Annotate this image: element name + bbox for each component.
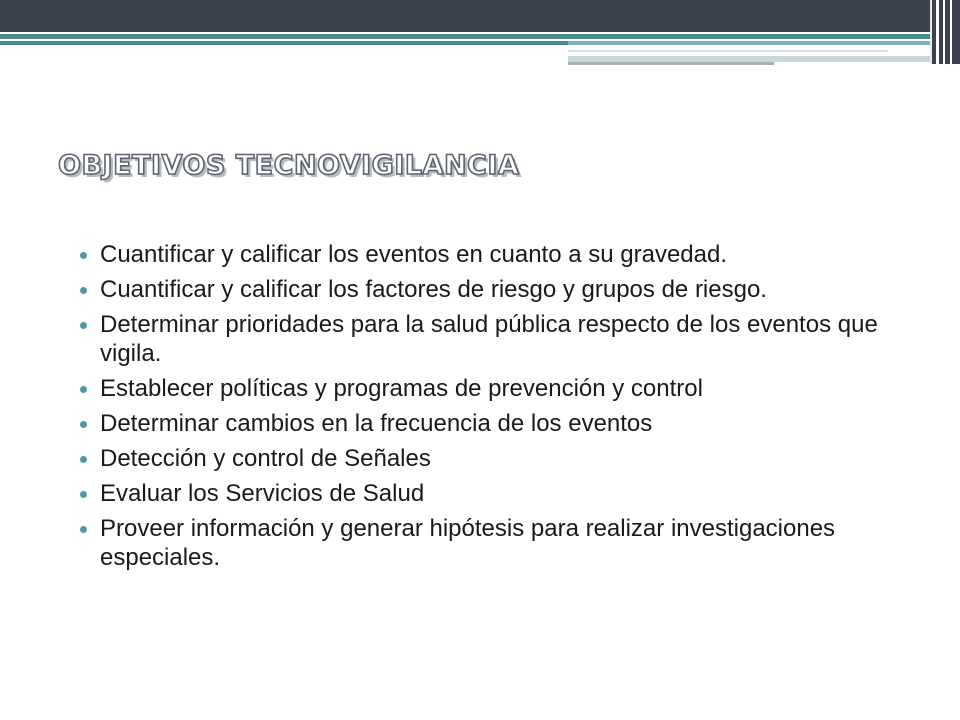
bullet-text: Evaluar los Servicios de Salud: [100, 480, 425, 507]
bullet-text: Proveer información y generar hipótesis para realizar investigaciones especiales.: [100, 515, 836, 571]
bullet-text: Cuantificar y calificar los factores de riesgo y grupos de riesgo.: [100, 276, 767, 303]
header-accent-line: [568, 62, 774, 65]
bullet-dot-icon: [80, 322, 87, 329]
header-stripe: [952, 0, 960, 64]
bullet-text: Determinar prioridades para la salud pública respecto de los eventos que vigila.: [100, 311, 878, 367]
bullet-text: Determinar cambios en la frecuencia de los eventos: [100, 410, 653, 437]
bullet-text: Detección y control de Señales: [100, 445, 431, 472]
bullet-list: [100, 240, 890, 578]
bullet-item: [100, 310, 890, 368]
bullet-dot-icon: [80, 287, 87, 294]
header-band: [0, 0, 960, 32]
header-divider: [950, 0, 952, 64]
bullet-dot-icon: [80, 526, 87, 533]
header-divider: [943, 0, 945, 64]
bullet-dot-icon: [80, 456, 87, 463]
bullet-item: [100, 479, 890, 508]
bullet-dot-icon: [80, 421, 87, 428]
header-accent-line: [0, 41, 568, 45]
header-divider: [930, 0, 932, 64]
bullet-text: Establecer políticas y programas de prevención y control: [100, 375, 703, 402]
bullet-text: Cuantificar y calificar los eventos en cuanto a su gravedad.: [100, 241, 728, 268]
bullet-item: [100, 409, 890, 438]
bullet-dot-icon: [80, 491, 87, 498]
header-accent-line: [0, 34, 930, 39]
slide-title: OBJETIVOS TECNOVIGILANCIA: [58, 150, 520, 181]
header-divider: [936, 0, 939, 64]
bullet-item: [100, 444, 890, 473]
bullet-item: [100, 275, 890, 304]
bullet-dot-icon: [80, 386, 87, 393]
bullet-item: [100, 240, 890, 269]
header-accent-line: [568, 50, 888, 52]
bullet-item: [100, 514, 890, 572]
header-accent-line: [568, 41, 930, 45]
bullet-dot-icon: [80, 252, 87, 259]
bullet-item: [100, 374, 890, 403]
